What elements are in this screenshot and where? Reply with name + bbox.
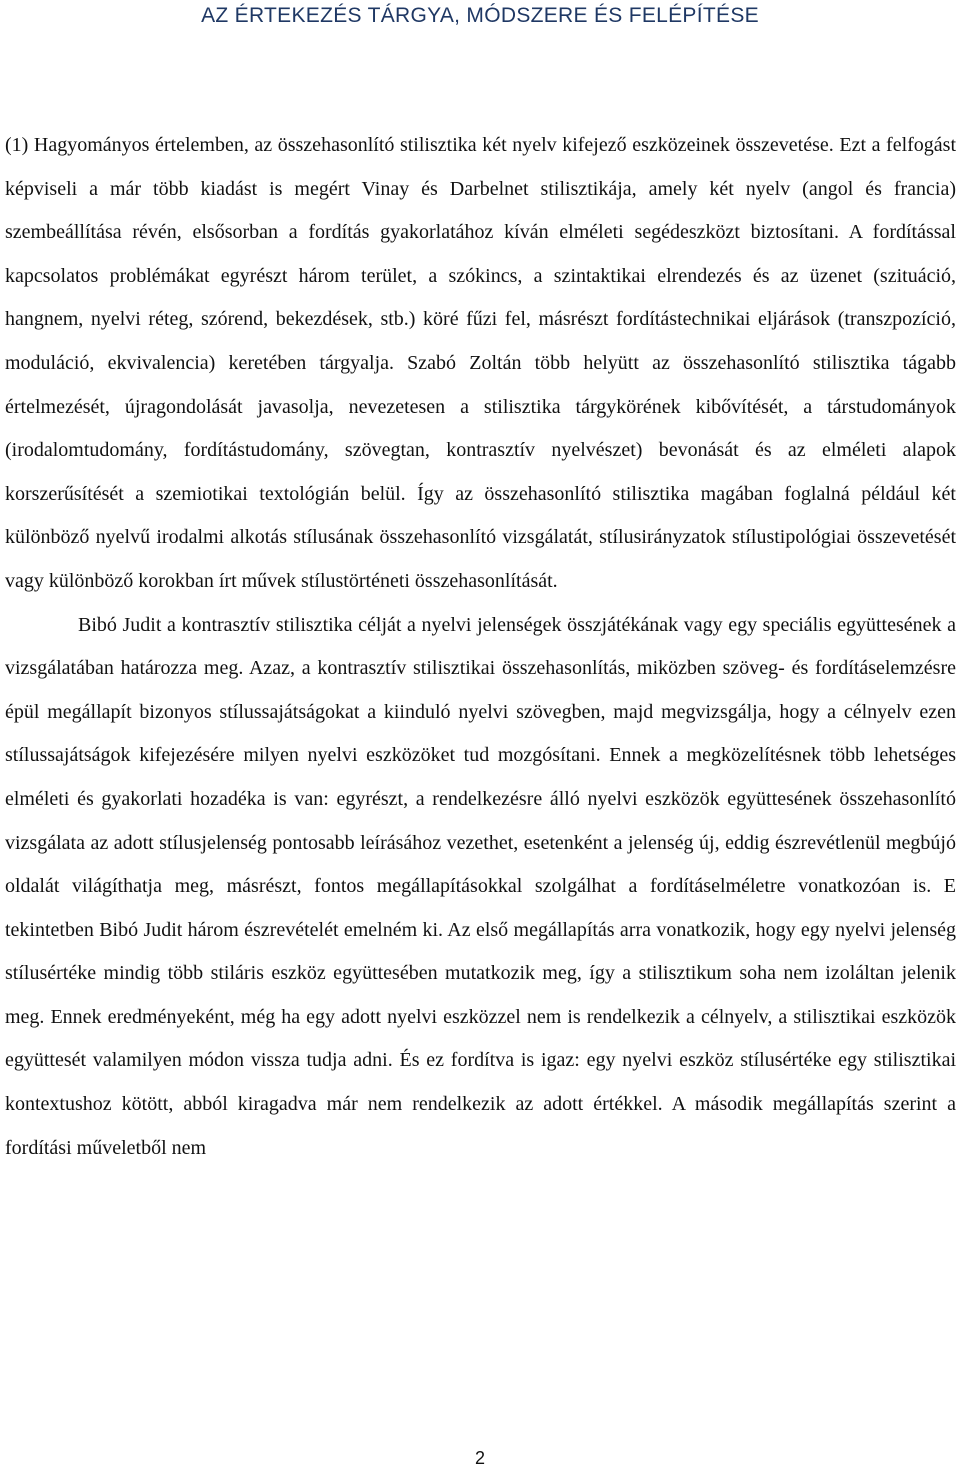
- paragraph-1: (1) Hagyományos értelemben, az összehasonlító stilisztika két nyelv kifejező eszközeinek összevetése. Ezt a felfogást képviseli a már több kiadást is megért Vinay és Darbelnet stilisztikája, amely két nyelv (angol és francia) szembeállítása révén, elsősorban a fordítás gyakorlatához kíván elméleti segédeszközt biztosítani. A fordítással kapcsolatos problémákat egyrészt három terület, a szókincs, a szintaktikai elrendezés és az üzenet (szituáció, hangnem, nyelvi réteg, szórend, bekezdések, stb.) köré fűzi fel, másrészt fordítástechnikai eljárások (transzpozíció, moduláció, ekvivalencia) keretében tárgyalja. Szabó Zoltán több helyütt az összehasonlító stilisztika tágabb értelmezését, újragondolását javasolja, nevezetesen a stilisztika tárgykörének kibővítését, a társtudományok (irodalomtudomány, fordítástudomány, szövegtan, kontrasztív nyelvészet) bevonását és az elméleti alapok korszerűsítését a szemiotikai textológián belül. Így az összehasonlító stilisztika magában foglalná például két különböző nyelvű irodalmi alkotás stílusának összehasonlító vizsgálatát, stílusirányzatok stílustipológiai összevetését vagy különböző korokban írt művek stílustörténeti összehasonlítását.: [5, 134, 956, 592]
- page-number: 2: [474, 1448, 485, 1468]
- body-text: [5, 124, 956, 1170]
- running-header: AZ ÉRTEKEZÉS TÁRGYA, MÓDSZERE ÉS FELÉPÍTÉSE: [201, 4, 759, 27]
- paragraph-2: Bibó Judit a kontrasztív stilisztika célját a nyelvi jelenségek összjátékának vagy egy speciális együttesének a vizsgálatában határozza meg. Azaz, a kontrasztív stilisztikai összehasonlítás, miközben szöveg- és fordításelemzésre épül megállapít bizonyos stílussajátságokat a kiinduló nyelvi szövegben, majd megvizsgálja, hogy a célnyelv ezen stílussajátságok kifejezésére milyen nyelvi eszközöket tud mozgósítani. Ennek a megközelítésnek több lehetséges elméleti és gyakorlati hozadéka is van: egyrészt, a rendelkezésre álló nyelvi eszközök együttesének összehasonlító vizsgálata az adott stílusjelenség pontosabb leírásához vezethet, esetenként a jelenség új, eddig észrevétlenül megbújó oldalát világíthatja meg, másrészt, fontos megállapításokkal szolgálhat a fordításelméletre vonatkozóan is. E tekintetben Bibó Judit három észrevételét emelném ki. Az első megállapítás arra vonatkozik, hogy egy nyelvi jelenség stílusértéke mindig több stiláris eszköz együttesében mutatkozik meg, így a stilisztikum soha nem izoláltan jelenik meg. Ennek eredményeként, még ha egy adott nyelvi eszközzel nem is rendelkezik a célnyelv, a stilisztikai eszközök együttesét valamilyen módon vissza tudja adni. És ez fordítva is igaz: egy nyelvi eszköz stílusértéke egy stilisztikai kontextushoz kötött, abból kiragadva már nem rendelkezik az adott értékkel. A második megállapítás szerint a fordítási műveletből nem: [5, 613, 956, 1159]
